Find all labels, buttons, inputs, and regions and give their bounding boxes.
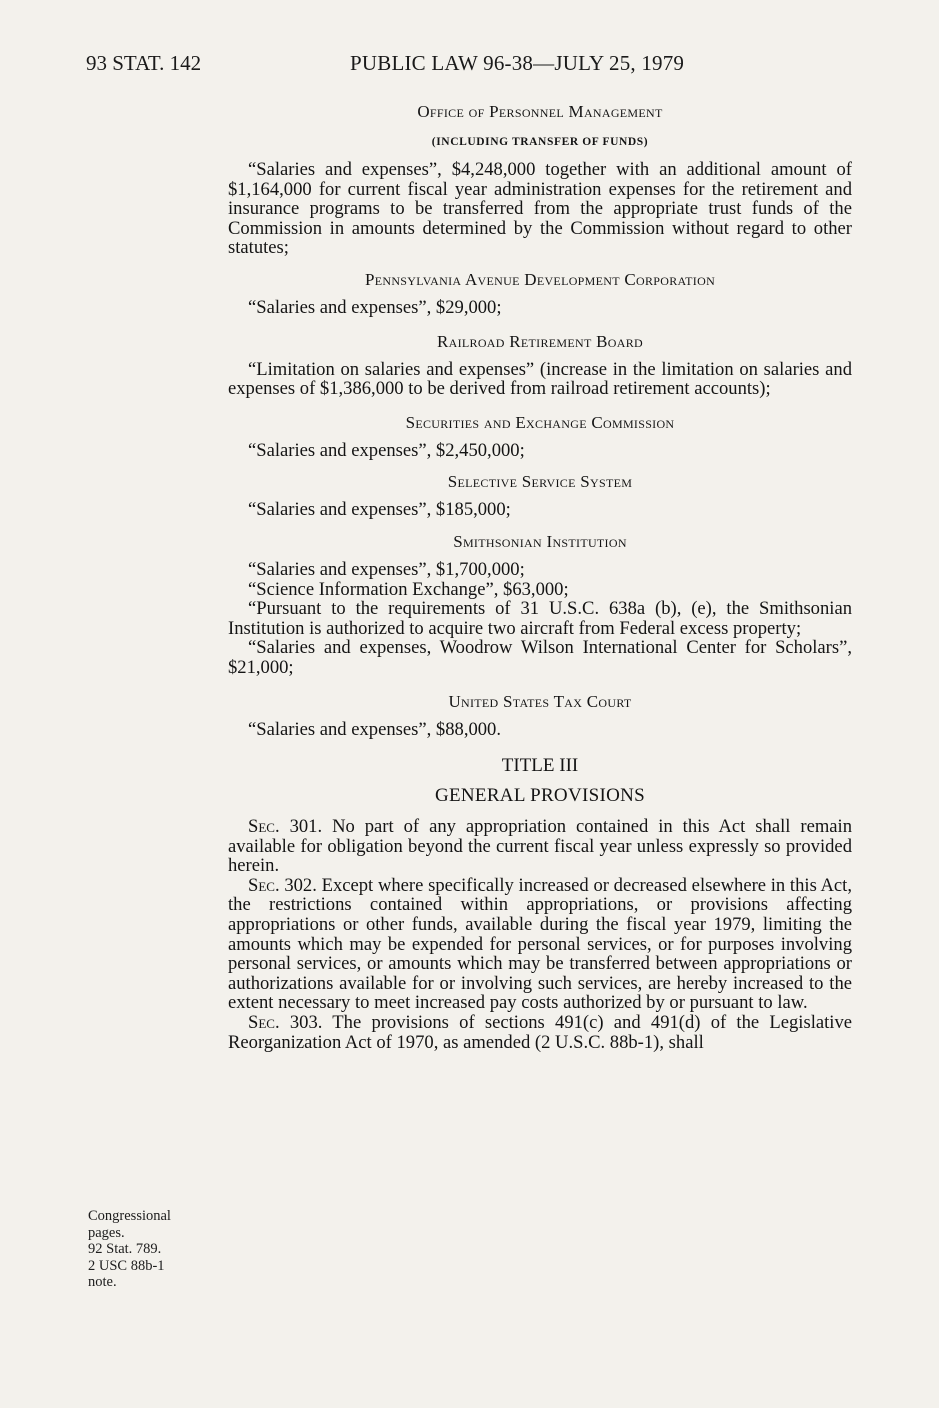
- title-name: GENERAL PROVISIONS: [434, 785, 645, 807]
- paragraph-si-1: “Salaries and expenses”, $1,700,000;: [248, 558, 525, 580]
- stat-page-number: 93 STAT. 142: [86, 51, 202, 75]
- paragraph-tax-court: “Salaries and expenses”, $88,000.: [248, 718, 502, 740]
- subheading-transfer-of-funds: (INCLUDING TRANSFER OF FUNDS): [431, 136, 649, 148]
- margin-note-line: pages.: [88, 1224, 125, 1241]
- paragraph-rrb: “Limitation on salaries and expenses” (increase in the limitation on salaries and expenses of $1,386,000 to be derived from railroad retirement accounts);: [228, 358, 852, 400]
- paragraph-sss: “Salaries and expenses”, $185,000;: [248, 499, 511, 521]
- document-body: [228, 100, 852, 1052]
- heading-opm: Office of Personnel Management: [417, 102, 663, 121]
- provision-text: 301. No part of any appropriation contained in this Act shall remain available for obligation beyond the current fiscal year unless expressly so provided herein.: [228, 816, 852, 877]
- section-label: Sec.: [248, 874, 280, 896]
- margin-note-line: Congressional: [88, 1208, 171, 1224]
- heading-sss: Selective Service System: [447, 472, 633, 492]
- margin-note-line: 2 USC 88b-1: [88, 1257, 165, 1274]
- provision-sec-301: [228, 817, 852, 876]
- running-title: PUBLIC LAW 96-38—JULY 25, 1979: [350, 51, 685, 75]
- heading-padc: Pennsylvania Avenue Development Corporation: [364, 269, 716, 289]
- heading-sec: Securities and Exchange Commission: [405, 412, 675, 432]
- margin-note-line: 92 Stat. 789.: [88, 1241, 162, 1257]
- margin-note: [88, 1208, 208, 1291]
- paragraph-opm: “Salaries and expenses”, $4,248,000 together with an additional amount of $1,164,000 for current fiscal year administration expenses for the retirement and insurance programs to be transferred from the appropriate trust funds of the Commission in amounts determined by the Commission without regard to other statutes;: [228, 159, 852, 259]
- margin-note-line: note.: [88, 1274, 117, 1290]
- section-label: Sec.: [248, 1012, 280, 1034]
- paragraph-sec: “Salaries and expenses”, $2,450,000;: [248, 439, 525, 461]
- provision-text: 302. Except where specifically increased or decreased elsewhere in this Act, the restrictions contained within appropriations, or provisions affecting appropriations or other funds, available during the fiscal year 1979, limiting the amounts which may be expended for personal services, or for purposes involving personal services, or amounts which may be transferred between appropriations or authorizations available for or involving such services, are hereby increased to the extent necessary to meet increased pay costs authorized by or pursuant to law.: [228, 874, 852, 1014]
- paragraph-si-4: “Salaries and expenses, Woodrow Wilson International Center for Scholars”, $21,000;: [228, 637, 852, 678]
- paragraph-si-2: “Science Information Exchange”, $63,000;: [248, 578, 569, 600]
- paragraph-padc: “Salaries and expenses”, $29,000;: [248, 296, 502, 318]
- provision-sec-302: [228, 876, 852, 1013]
- title-number: TITLE III: [501, 755, 579, 777]
- provision-sec-303: [228, 1013, 852, 1052]
- heading-smithsonian: Smithsonian Institution: [453, 531, 627, 551]
- paragraph-si-3: “Pursuant to the requirements of 31 U.S.C. 638a (b), (e), the Smithsonian Institution is authorized to acquire two aircraft from Federal excess property;: [228, 598, 852, 639]
- section-label: Sec.: [248, 816, 280, 838]
- heading-rrb: Railroad Retirement Board: [437, 331, 643, 351]
- heading-tax-court: United States Tax Court: [448, 691, 632, 711]
- provision-text: 303. The provisions of sections 491(c) and 491(d) of the Legislative Reorganization Act of 1970, as amended (2 U.S.C. 88b-1), shall: [228, 1012, 852, 1053]
